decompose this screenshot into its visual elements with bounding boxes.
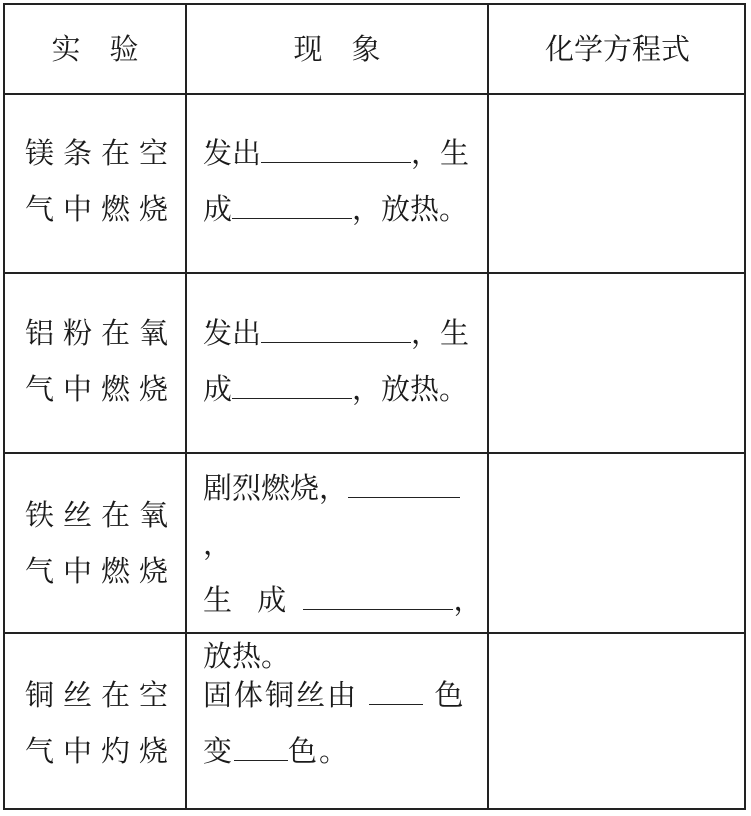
phenomenon-text: ，生 bbox=[411, 316, 470, 350]
header-equation: 化学方程式 bbox=[544, 32, 690, 66]
phenomenon-text: ， bbox=[203, 527, 233, 561]
phenomenon-text: ，生 bbox=[411, 136, 470, 170]
table-row-experiment bbox=[5, 667, 185, 779]
experiment-line: 气中燃烧 bbox=[25, 372, 178, 406]
table-row-phenomenon bbox=[203, 305, 483, 417]
phenomenon-text: 成 bbox=[203, 192, 233, 226]
phenomenon-text: 变 bbox=[203, 734, 235, 768]
phenomenon-text: ， bbox=[453, 583, 483, 617]
experiment-line: 铜丝在空 bbox=[25, 678, 178, 712]
equation-answer-cell[interactable] bbox=[489, 634, 746, 808]
table-row-phenomenon bbox=[203, 667, 483, 779]
phenomenon-text: 发出 bbox=[203, 316, 262, 350]
answer-blank[interactable] bbox=[261, 312, 411, 343]
table-row-phenomenon bbox=[203, 125, 483, 237]
table-row-phenomenon bbox=[203, 460, 483, 684]
experiment-line: 铝粉在氧 bbox=[25, 316, 178, 350]
answer-blank[interactable] bbox=[232, 368, 352, 399]
answer-blank[interactable] bbox=[303, 579, 453, 610]
equation-answer-cell[interactable] bbox=[489, 454, 746, 632]
experiment-line: 气中灼烧 bbox=[25, 734, 178, 768]
experiment-line: 气中燃烧 bbox=[25, 192, 178, 226]
header-experiment: 实 验 bbox=[51, 32, 139, 66]
phenomenon-text: 色 bbox=[434, 678, 466, 712]
answer-blank[interactable] bbox=[261, 132, 411, 163]
equation-answer-cell[interactable] bbox=[489, 274, 746, 452]
phenomenon-text: 成 bbox=[203, 372, 233, 406]
table-row-experiment bbox=[5, 125, 185, 237]
equation-answer-cell[interactable] bbox=[489, 95, 746, 272]
answer-blank[interactable] bbox=[348, 467, 460, 498]
phenomenon-text: 放热。 bbox=[203, 639, 291, 673]
experiment-line: 镁条在空 bbox=[25, 136, 178, 170]
answer-blank[interactable] bbox=[369, 674, 423, 705]
experiment-line: 气中燃烧 bbox=[25, 554, 178, 588]
phenomenon-text: ，放热。 bbox=[352, 192, 469, 226]
answer-blank[interactable] bbox=[232, 188, 352, 219]
header-phenomenon: 现 象 bbox=[293, 32, 381, 66]
phenomenon-text: 发出 bbox=[203, 136, 262, 170]
column-divider bbox=[185, 5, 187, 808]
phenomenon-text: ，放热。 bbox=[352, 372, 469, 406]
experiment-line: 铁丝在氧 bbox=[25, 498, 178, 532]
table-row-experiment bbox=[5, 487, 185, 599]
experiment-table bbox=[3, 3, 746, 810]
phenomenon-text: 色。 bbox=[288, 734, 351, 768]
phenomenon-text: 剧烈燃烧， bbox=[203, 471, 349, 505]
answer-blank[interactable] bbox=[234, 730, 288, 761]
table-row-experiment bbox=[5, 305, 185, 417]
phenomenon-text: 固体铜丝由 bbox=[203, 678, 359, 712]
phenomenon-text: 生 成 bbox=[203, 583, 295, 617]
